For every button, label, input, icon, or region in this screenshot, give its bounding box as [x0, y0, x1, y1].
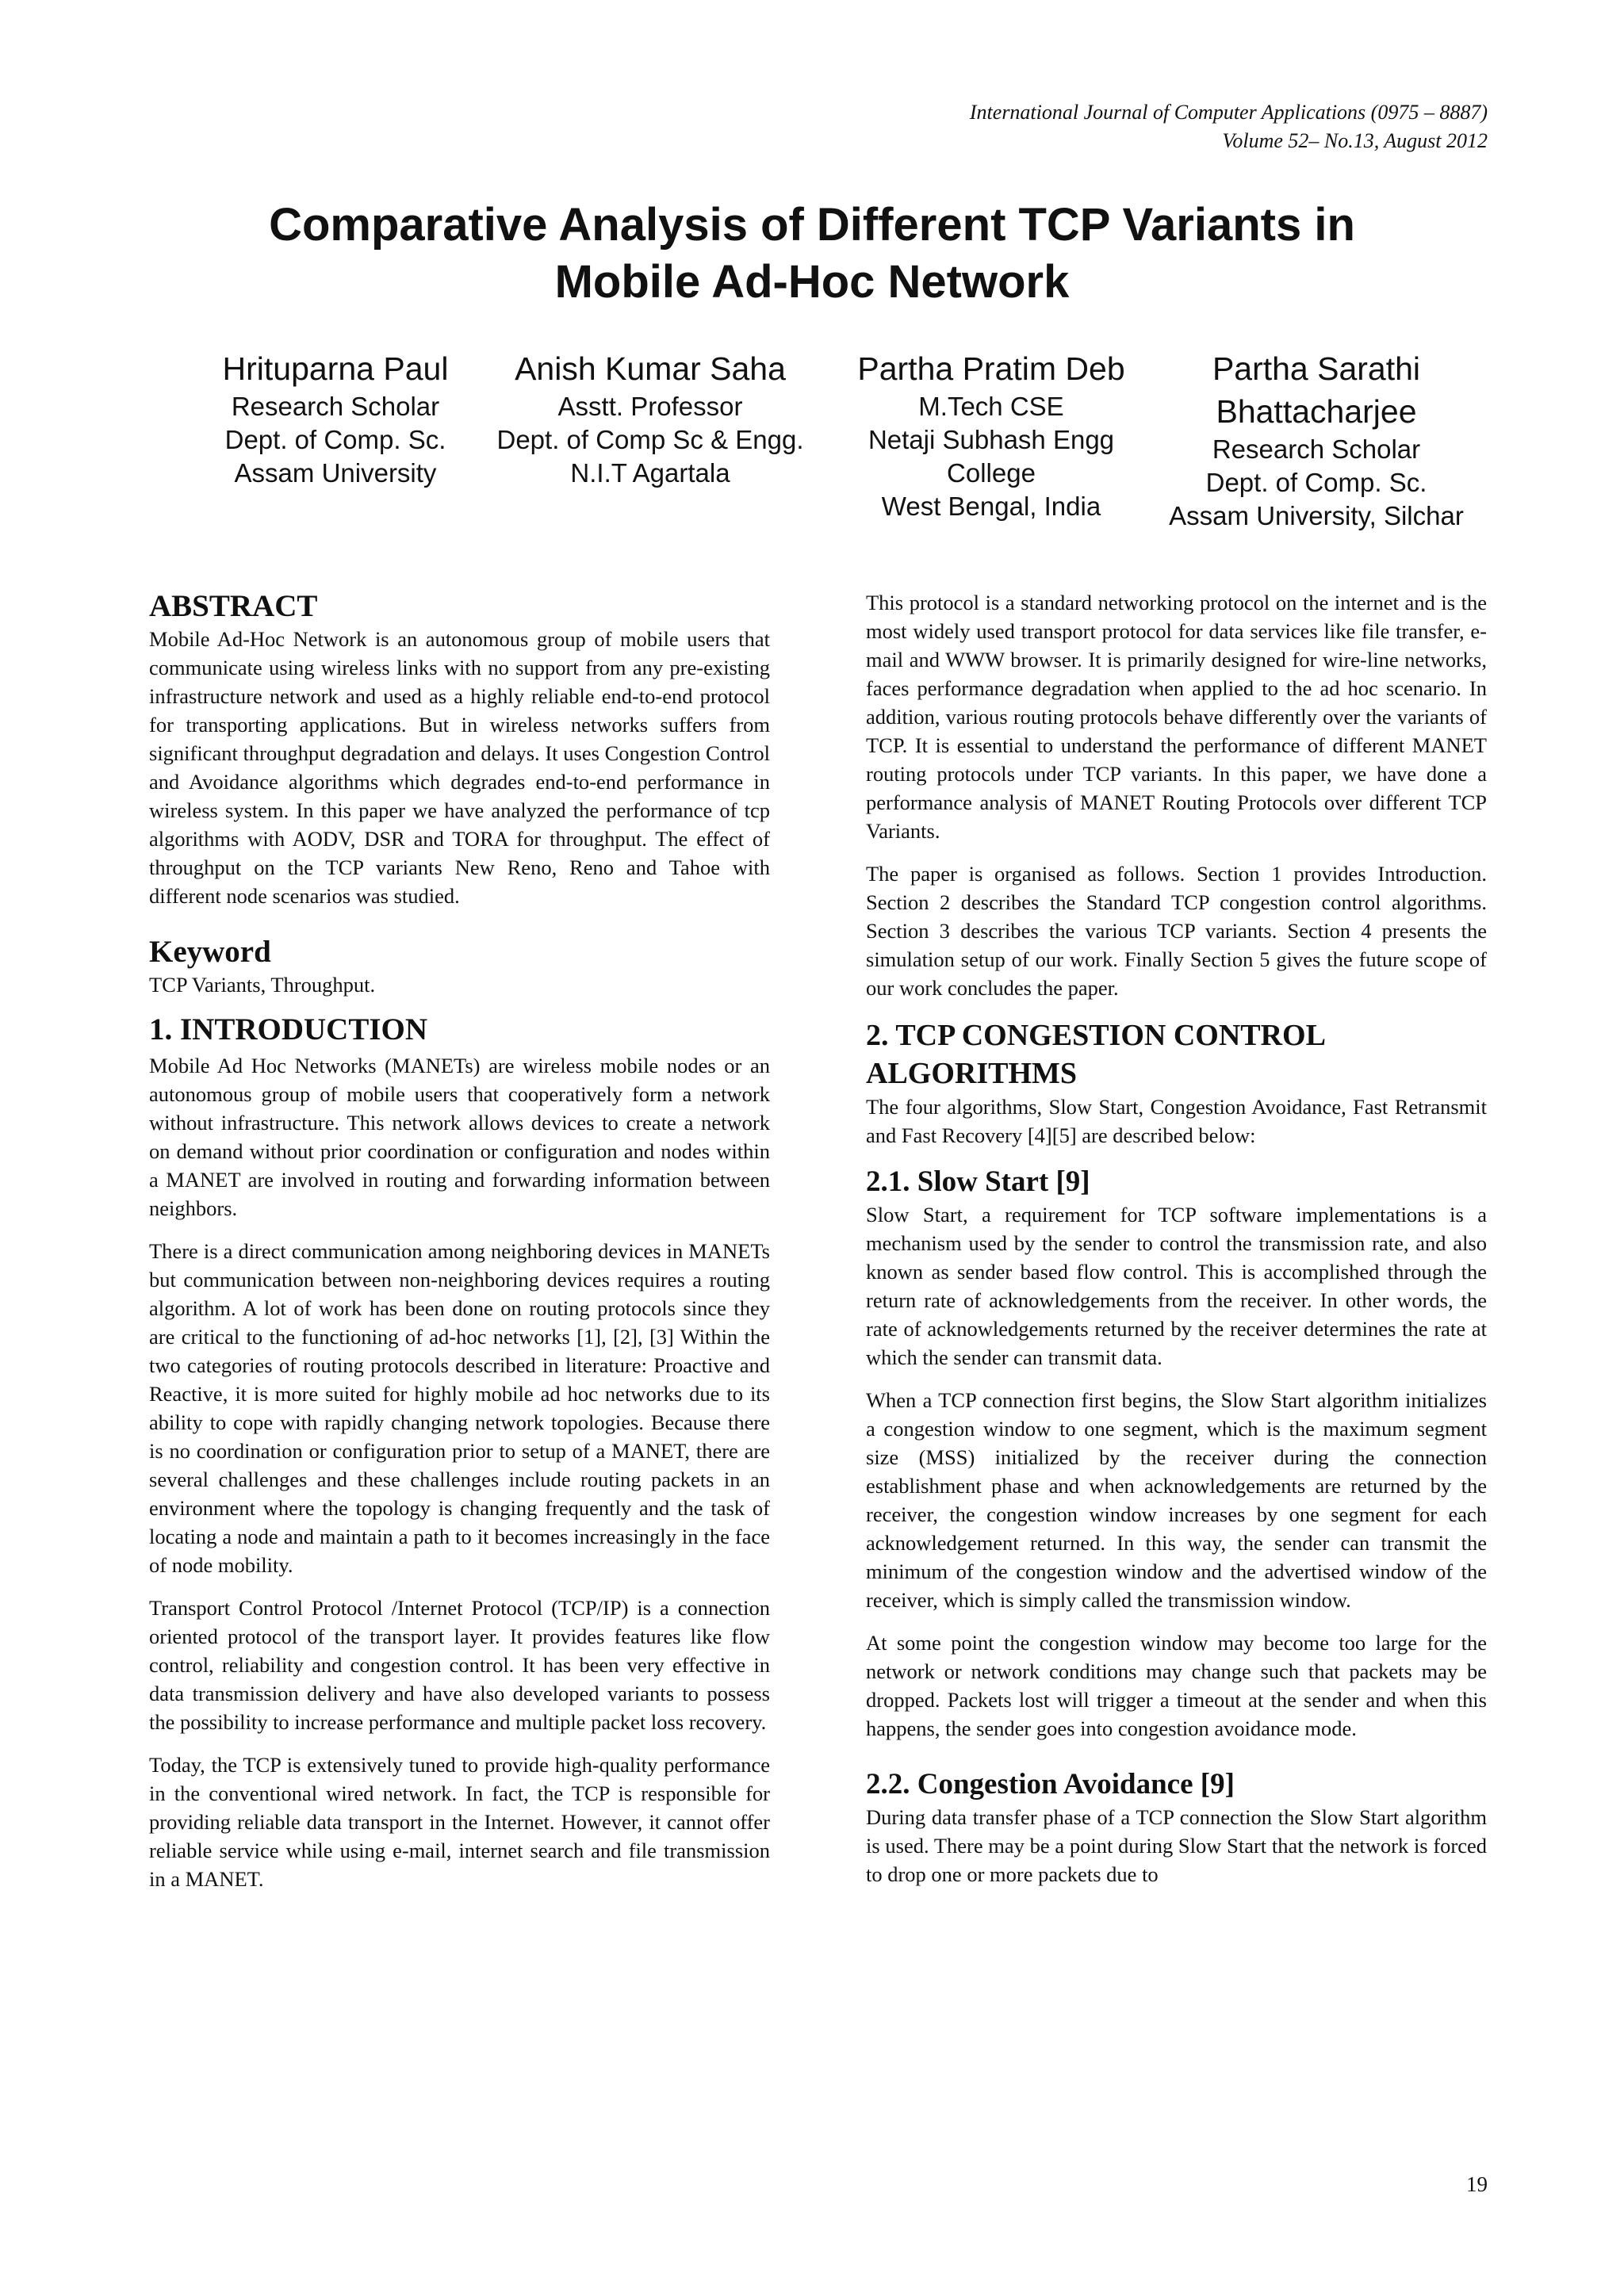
- subsection-2-2-heading: 2.2. Congestion Avoidance [9]: [866, 1768, 1235, 1800]
- author-name: Partha Pratim Deb: [857, 350, 1125, 387]
- author-affiliation-line: N.I.T Agartala: [570, 458, 730, 488]
- journal-name: International Journal of Computer Applications (0975 – 8887): [969, 101, 1488, 124]
- title-line-1: Comparative Analysis of Different TCP Variants in: [269, 199, 1355, 251]
- author-affiliation-line: Assam University: [234, 458, 437, 488]
- author-2: [476, 347, 825, 490]
- author-1: [181, 347, 490, 490]
- author-affiliation-line: Research Scholar: [231, 392, 440, 421]
- section-2-paragraph: The four algorithms, Slow Start, Congestion Avoidance, Fast Retransmit and Fast Recovery [4][5] are described below:: [866, 1095, 1487, 1147]
- title-line-2: Mobile Ad-Hoc Network: [554, 256, 1070, 308]
- subsection-2-1-heading: 2.1. Slow Start [9]: [866, 1165, 1090, 1198]
- author-3: [833, 347, 1150, 523]
- section-2-heading: [866, 1016, 1487, 1093]
- author-name: Anish Kumar Saha: [515, 350, 786, 387]
- author-affiliation-line: Dept. of Comp. Sc.: [1205, 468, 1427, 497]
- abstract-heading: ABSTRACT: [149, 589, 318, 623]
- section-2-heading-line: 2. TCP CONGESTION CONTROL: [866, 1019, 1326, 1052]
- author-affiliation-line: Assam University, Silchar: [1169, 501, 1464, 530]
- congestion-avoidance-paragraph: During data transfer phase of a TCP connection the Slow Start algorithm is used. There may be a point during Slow Start that the network is forced to drop one or more packets due to: [866, 1805, 1487, 1886]
- right-column: [866, 588, 1487, 1903]
- author-affiliation-line: Dept. of Comp Sc & Engg.: [496, 425, 804, 454]
- left-column: [149, 588, 770, 1908]
- author-name: Bhattacharjee: [1216, 393, 1417, 430]
- author-affiliation-line: Asstt. Professor: [557, 392, 743, 421]
- keyword-heading: Keyword: [149, 935, 271, 969]
- page-number: 19: [1466, 2172, 1488, 2196]
- author-affiliation-line: M.Tech CSE: [918, 392, 1064, 421]
- author-affiliation-line: Dept. of Comp. Sc.: [224, 425, 446, 454]
- introduction-heading: 1. INTRODUCTION: [149, 1012, 428, 1047]
- introduction-paragraph: There is a direct communication among neighboring devices in MANETs but communication between non-neighboring devices requires a routing algorithm. A lot of work has been done on routing protocols since they are critical to the functioning of ad-hoc networks [1], [2], [3] Within the two categories of routing protocols described in literature: Proactive and Reactive, it is more suited for highly mobile ad hoc networks due to its ability to cope with rapidly changing network topologies. Because there is no coordination or configuration prior to setup of a MANET, there are several challenges and these challenges include routing packets in an environment where the topology is changing frequently and the task of locating a node and maintain a path to it becomes increasingly in the face of node mobility.: [149, 1239, 770, 1577]
- author-affiliation-line: Research Scholar: [1212, 434, 1421, 464]
- abstract-text: Mobile Ad-Hoc Network is an autonomous group of mobile users that communicate using wireless links with no support from any pre-existing infrastructure network and used as a highly reliable end-to-end protocol for transporting applications. But in wireless networks suffers from significant throughput degradation and delays. It uses Congestion Control and Avoidance algorithms which degrades end-to-end performance in wireless system. In this paper we have analyzed the performance of tcp algorithms with AODV, DSR and TORA for throughput. The effect of throughput on the TCP variants New Reno, Reno and Tahoe with different node scenarios was studied.: [149, 627, 770, 908]
- introduction-paragraph: Mobile Ad Hoc Networks (MANETs) are wireless mobile nodes or an autonomous group of mobile users that cooperatively form a network without infrastructure. This network allows devices to create a network on demand without prior coordination or configuration and nodes within a MANET are involved in routing and forwarding information between neighbors.: [149, 1054, 770, 1220]
- author-name: Hrituparna Paul: [222, 350, 449, 387]
- slow-start-paragraph: At some point the congestion window may become too large for the network or network conditions may change such that packets may be dropped. Packets lost will trigger a timeout at the sender and when this happens, the sender goes into congestion avoidance mode.: [866, 1631, 1487, 1740]
- introduction-paragraph: Transport Control Protocol /Internet Protocol (TCP/IP) is a connection oriented protocol of the transport layer. It provides features like flow control, reliability and congestion control. It has been very effective in data transmission delivery and have also developed variants to possess the possibility to increase performance and multiple packet loss recovery.: [149, 1596, 770, 1734]
- paper-title: [0, 197, 1624, 311]
- journal-header: [970, 98, 1488, 155]
- section-2-heading-line: ALGORITHMS: [866, 1057, 1078, 1090]
- introduction-paragraph: Today, the TCP is extensively tuned to provide high-quality performance in the conventional wired network. In fact, the TCP is responsible for providing reliable data transport in the Internet. However, it cannot offer reliable service while using e-mail, internet search and file transmission in a MANET.: [149, 1753, 770, 1891]
- author-4: [1150, 347, 1483, 533]
- body-paragraph: This protocol is a standard networking protocol on the internet and is the most widely used transport protocol for data services like file transfer, e-mail and WWW browser. It is primarily designed for wire-line networks, faces performance degradation when applied to the ad hoc scenario. In addition, various routing protocols behave differently over the variants of TCP. It is essential to understand the performance of different MANET routing protocols under TCP variants. In this paper, we have done a performance analysis of MANET Routing Protocols over different TCP Variants.: [866, 591, 1487, 843]
- author-affiliation-line: Netaji Subhash Engg: [868, 425, 1115, 454]
- author-affiliation-line: West Bengal, India: [881, 492, 1101, 521]
- slow-start-paragraph: Slow Start, a requirement for TCP software implementations is a mechanism used by the sender to control the transmission rate, and also known as sender based flow control. This is accomplished through the return rate of acknowledgements from the receiver. In other words, the rate of acknowledgements returned by the receiver determines the rate at which the sender can transmit data.: [866, 1203, 1487, 1369]
- author-affiliation-line: College: [947, 458, 1036, 488]
- slow-start-paragraph: When a TCP connection first begins, the Slow Start algorithm initializes a congestion window to one segment, which is the maximum segment size (MSS) initialized by the receiver during the connection establishment phase and when acknowledgements are returned by the receiver, the congestion window increases by one segment for each acknowledgement returned. In this way, the sender can transmit the minimum of the congestion window and the advertised window of the receiver, which is simply called the transmission window.: [866, 1388, 1487, 1612]
- keywords-text: TCP Variants, Throughput.: [149, 973, 376, 997]
- body-paragraph: The paper is organised as follows. Section 1 provides Introduction. Section 2 describes the Standard TCP congestion control algorithms. Section 3 describes the various TCP variants. Section 4 presents the simulation setup of our work. Finally Section 5 gives the future scope of our work concludes the paper.: [866, 862, 1487, 1000]
- author-name: Partha Sarathi: [1212, 350, 1421, 387]
- journal-volume: Volume 52– No.13, August 2012: [1222, 129, 1488, 152]
